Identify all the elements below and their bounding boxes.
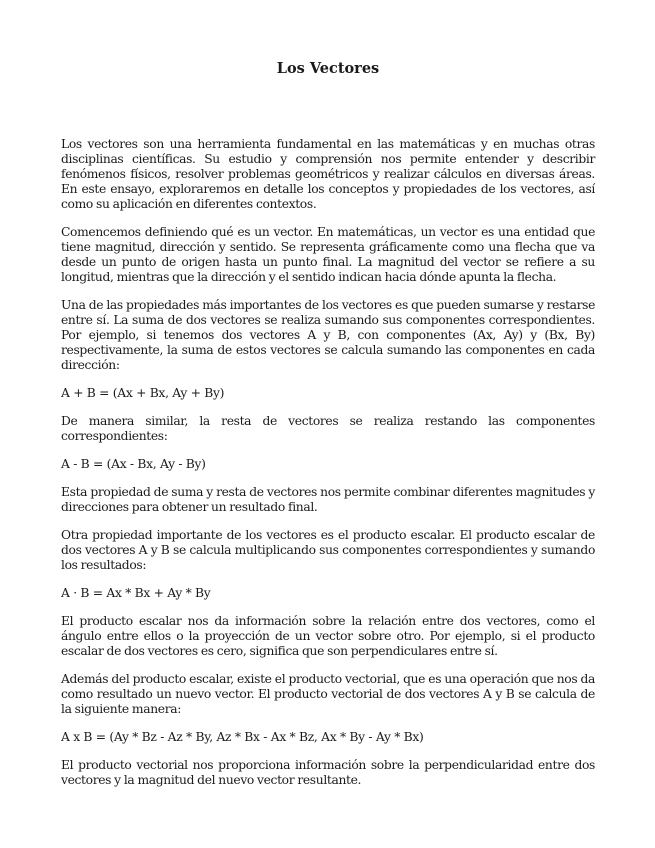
document-body (61, 137, 595, 801)
paragraph-vector-addition: Una de las propiedades más importantes de los vectores es que pueden sumarse y restarse entre sí. La suma de dos vectores se realiza sumando sus componentes correspondientes. Por ejemplo, si tenemos dos vectores A y B, con componentes (Ax, Ay) y (Bx, By) respectivamente, la suma de estos vectores se calcula sumando las componentes en cada dirección: (61, 298, 595, 372)
document-title: Los Vectores (276, 60, 380, 77)
paragraph-dot-product-meaning: El producto escalar nos da información sobre la relación entre dos vectores, como el ángulo entre ellos o la proyección de un vector sobre otro. Por ejemplo, si el producto escalar de dos vectores es cero, significa que son perpendiculares entre sí. (61, 614, 595, 658)
formula-difference: A - B = (Ax - Bx, Ay - By) (61, 457, 206, 471)
paragraph-vector-subtraction: De manera similar, la resta de vectores se realiza restando las componentes correspondientes: (61, 414, 595, 443)
formula-cross-product: A x B = (Ay * Bz - Az * By, Az * Bx - Ax * Bz, Ax * By - Ay * Bx) (61, 730, 424, 744)
formula-sum: A + B = (Ax + Bx, Ay + By) (61, 386, 225, 400)
paragraph-combination: Esta propiedad de suma y resta de vectores nos permite combinar diferentes magnitudes y direcciones para obtener un resultado final. (61, 485, 595, 514)
paragraph-introduction: Los vectores son una herramienta fundamental en las matemáticas y en muchas otras disciplinas científicas. Su estudio y comprensión nos permite entender y describir fenómenos físicos, resolver problemas geométricos y realizar cálculos en diversas áreas. En este ensayo, exploraremos en detalle los conceptos y propiedades de los vectores, así como su aplicación en diferentes contextos. (61, 137, 595, 211)
paragraph-vector-definition: Comencemos definiendo qué es un vector. En matemáticas, un vector es una entidad que tiene magnitud, dirección y sentido. Se representa gráficamente como una flecha que va desde un punto de origen hasta un punto final. La magnitud del vector se refiere a su longitud, mientras que la dirección y el sentido indican hacia dónde apunta la flecha. (61, 225, 595, 284)
paragraph-dot-product: Otra propiedad importante de los vectores es el producto escalar. El producto escalar de dos vectores A y B se calcula multiplicando sus componentes correspondientes y sumando los resultados: (61, 528, 595, 572)
formula-dot-product: A · B = Ax * Bx + Ay * By (61, 586, 211, 600)
paragraph-cross-product-meaning: El producto vectorial nos proporciona información sobre la perpendicularidad entre dos vectores y la magnitud del nuevo vector resultante. (61, 758, 595, 787)
paragraph-cross-product: Además del producto escalar, existe el producto vectorial, que es una operación que nos da como resultado un nuevo vector. El producto vectorial de dos vectores A y B se calcula de la siguiente manera: (61, 672, 595, 716)
